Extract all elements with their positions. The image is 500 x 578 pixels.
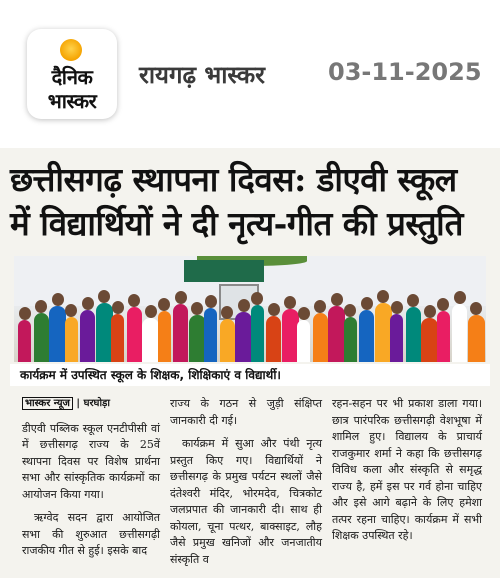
photo-person: [251, 305, 264, 362]
paragraph: डीएवी पब्लिक स्कूल एनटीपीसी वां में छत्तीसगढ़ राज्य के 25वें स्थापना दिवस पर विशेष प्रार्थना सभा और सांस्कृतिक कार्यक्रमों का आयोजन किया गया।: [22, 421, 160, 501]
article-column-2: [170, 396, 322, 575]
photo-person-head: [128, 294, 140, 307]
photo-person-head: [191, 302, 203, 315]
photo-person-head: [35, 300, 47, 313]
dateline-separator: |: [76, 398, 81, 409]
dateline-source: भास्कर न्यूज: [22, 397, 73, 410]
photo-caption: कार्यक्रम में उपस्थित स्कूल के शिक्षक, शिक्षिकाएं व विद्यार्थी।: [10, 364, 490, 386]
photo-person-head: [424, 305, 436, 318]
article-body: [0, 396, 500, 578]
newspaper-clipping: [0, 148, 500, 578]
photo-person: [235, 312, 252, 362]
photo-person-head: [158, 298, 170, 311]
photo-person: [452, 304, 467, 362]
dainik-bhaskar-logo[interactable]: [27, 29, 117, 119]
photo-person: [390, 314, 403, 362]
photo-person-head: [377, 290, 389, 303]
photo-person: [34, 313, 49, 362]
photo-person: [127, 307, 142, 362]
photo-person: [96, 303, 113, 362]
paragraph: कार्यक्रम में सुआ और पंथी नृत्य प्रस्तुत किए गए। विद्यार्थियों ने छत्तीसगढ़ के प्रमुख पर्यटन स्थलों जैसे दंतेश्वरी मंदिर, भोरमदेव, चित्रकोट जलप्रपात की जानकारी दी। साथ ही कोयला, चूना पत्थर, बाक्साइट, लौह जैसे प्रमुख खनिजों और जनजातीय संस्कृति व: [170, 437, 322, 566]
paragraph: रहन-सहन पर भी प्रकाश डाला गया। छात्र पारंपरिक छत्तीसगढ़ी वेशभूषा में शामिल हुए। विद्यालय के प्राचार्य राजकुमार शर्मा ने कहा कि छत्तीसगढ़ विविध कला और संस्कृति से समृद्ध राज्य है, हमें इस पर गर्व होना चाहिए और इसे आगे बढ़ाने के लिए हमेशा तत्पर रहना चाहिए। कार्यक्रम में सभी शिक्षक उपस्थित रहे।: [332, 397, 482, 542]
paragraph: ऋग्वेद सदन द्वारा आयोजित सभा की शुरुआत छत्तीसगढ़ी राजकीय गीत से हुई। इसके बाद: [22, 511, 160, 557]
photo-person: [65, 317, 78, 362]
photo-person-head: [344, 304, 356, 317]
photo-person: [204, 308, 217, 362]
article-column-3: [332, 396, 482, 552]
logo-text-line1: दैनिक: [51, 65, 93, 89]
photo-person-head: [314, 300, 326, 313]
photo-person: [421, 318, 438, 362]
photo-person-head: [331, 293, 343, 306]
headline-line2: में विद्यार्थियों ने दी नृत्य-गीत की प्रस्तुति: [10, 204, 463, 243]
photo-person: [437, 311, 450, 362]
photo-person-head: [238, 299, 250, 312]
photo-person-head: [19, 307, 31, 320]
photo-person-head: [65, 304, 77, 317]
photo-person: [111, 314, 124, 362]
photo-person-head: [145, 305, 157, 318]
photo-person: [468, 315, 485, 362]
photo-person-head: [205, 295, 217, 308]
photo-person: [282, 309, 299, 362]
photo-person: [375, 303, 392, 362]
article-photo: [14, 256, 486, 362]
photo-person: [173, 304, 188, 362]
sun-logo-icon: [60, 39, 82, 61]
dateline-place: घरघोड़ा: [83, 398, 111, 409]
photo-person-head: [284, 296, 296, 309]
photo-person: [297, 320, 310, 362]
photo-person-head: [454, 291, 466, 304]
photo-person-head: [407, 294, 419, 307]
photo-person-head: [112, 301, 124, 314]
app-header: [0, 0, 500, 148]
photo-person: [142, 318, 159, 362]
photo-person: [18, 320, 31, 362]
edition-title[interactable]: रायगढ़ भास्कर: [139, 61, 266, 89]
photo-person: [313, 313, 328, 362]
photo-person: [189, 315, 206, 362]
photo-person-head: [175, 291, 187, 304]
photo-person: [158, 311, 171, 362]
photo-person-head: [268, 303, 280, 316]
logo-text-line2: भास्कर: [47, 89, 97, 113]
photo-person-head: [82, 297, 94, 310]
photo-person-head: [251, 292, 263, 305]
article-column-1: [22, 396, 160, 567]
photo-person-head: [298, 307, 310, 320]
photo-banner: [184, 260, 264, 282]
photo-person: [266, 316, 281, 362]
photo-person-head: [52, 293, 64, 306]
article-headline: [10, 158, 490, 246]
photo-person-head: [437, 298, 449, 311]
headline-line1: छत्तीसगढ़ स्थापना दिवस: डीएवी स्कूल: [10, 160, 457, 199]
photo-person: [406, 307, 421, 362]
photo-person: [220, 319, 235, 362]
photo-person: [328, 306, 345, 362]
photo-person: [80, 310, 95, 362]
photo-person: [49, 306, 66, 362]
edition-date[interactable]: 03-11-2025: [328, 58, 482, 86]
photo-person: [359, 310, 374, 362]
photo-person-head: [98, 290, 110, 303]
photo-person-head: [221, 306, 233, 319]
dateline: [22, 396, 160, 413]
photo-person: [344, 317, 357, 362]
paragraph: राज्य के गठन से जुड़ी संक्षिप्त जानकारी दी गई।: [170, 397, 322, 427]
photo-person-head: [361, 297, 373, 310]
photo-person-head: [470, 302, 482, 315]
photo-person-head: [391, 301, 403, 314]
